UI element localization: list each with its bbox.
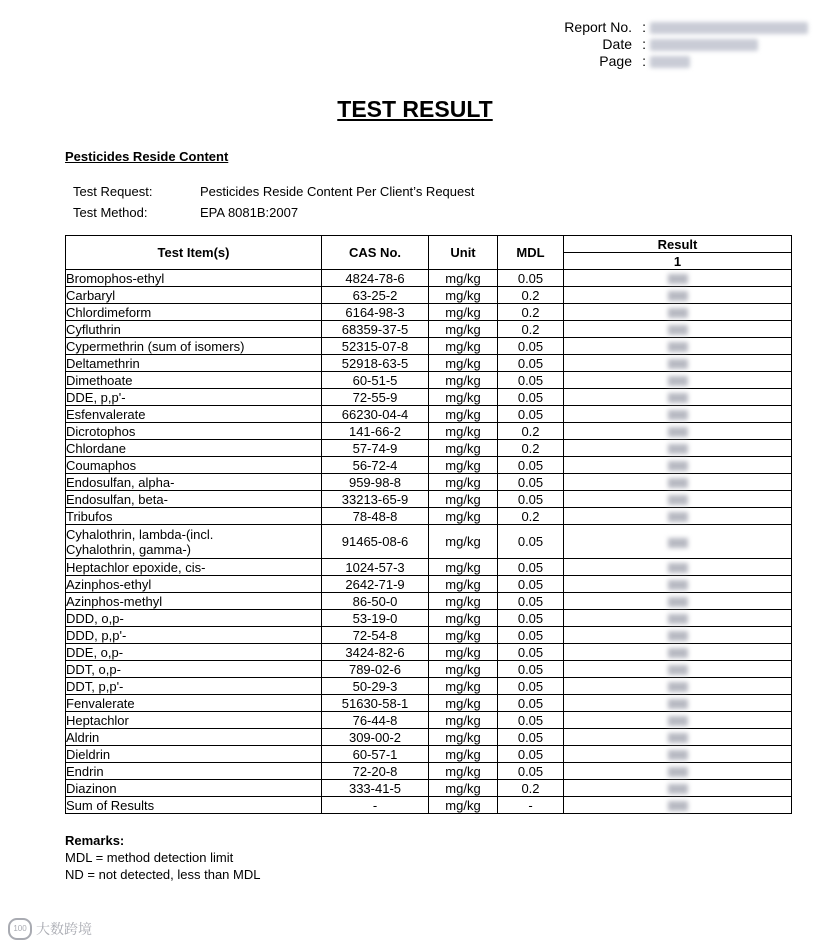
header-date: Date : xyxy=(542,36,808,53)
cell-test-item xyxy=(66,508,322,525)
cell-mdl: 0.05 xyxy=(498,372,564,389)
cell-result xyxy=(564,491,792,508)
table-row xyxy=(66,576,792,593)
cell-result xyxy=(564,712,792,729)
test-item-name: Heptachlor epoxide, cis- xyxy=(66,559,206,575)
test-item-name: Fenvalerate xyxy=(66,695,135,711)
table-row xyxy=(66,627,792,644)
cell-unit: mg/kg xyxy=(429,270,498,287)
redacted-result xyxy=(668,614,688,624)
cell-test-item xyxy=(66,389,322,406)
cell-test-item xyxy=(66,457,322,474)
redacted-result xyxy=(668,648,688,658)
test-request-value: Pesticides Reside Content Per Client’s Request xyxy=(200,184,475,199)
cell-cas-no: 141-66-2 xyxy=(322,423,429,440)
cell-cas-no: 91465-08-6 xyxy=(322,525,429,559)
cell-result xyxy=(564,627,792,644)
watermark-logo-icon: 100 xyxy=(8,918,32,940)
redacted-result xyxy=(668,342,688,352)
cell-mdl: 0.05 xyxy=(498,763,564,780)
test-item-name: Coumaphos xyxy=(66,457,137,473)
cell-result xyxy=(564,338,792,355)
cell-result xyxy=(564,474,792,491)
redacted-result xyxy=(668,750,688,760)
cell-mdl: 0.05 xyxy=(498,729,564,746)
cell-result xyxy=(564,729,792,746)
redacted-result xyxy=(668,308,688,318)
header-mdl: MDL xyxy=(498,236,564,270)
table-row xyxy=(66,440,792,457)
cell-mdl: 0.2 xyxy=(498,440,564,457)
test-item-name-continued: Cyhalothrin, gamma-) xyxy=(66,541,191,557)
redacted-result xyxy=(668,767,688,777)
cell-cas-no: 309-00-2 xyxy=(322,729,429,746)
redacted-result xyxy=(668,444,688,454)
cell-cas-no: 6164-98-3 xyxy=(322,304,429,321)
cell-result xyxy=(564,525,792,559)
cell-mdl: - xyxy=(498,797,564,814)
table-row xyxy=(66,304,792,321)
cell-test-item xyxy=(66,559,322,576)
cell-unit: mg/kg xyxy=(429,644,498,661)
table-row xyxy=(66,321,792,338)
cell-result xyxy=(564,304,792,321)
cell-cas-no: 60-51-5 xyxy=(322,372,429,389)
test-item-name: Azinphos-ethyl xyxy=(66,576,152,592)
table-row xyxy=(66,763,792,780)
cell-unit: mg/kg xyxy=(429,593,498,610)
cell-cas-no: 52918-63-5 xyxy=(322,355,429,372)
section-title: Pesticides Reside Content xyxy=(65,149,229,164)
cell-mdl: 0.05 xyxy=(498,406,564,423)
redacted-value xyxy=(650,22,808,34)
cell-unit: mg/kg xyxy=(429,661,498,678)
test-method-label: Test Method: xyxy=(73,205,148,220)
header-label: Report No. xyxy=(564,19,632,35)
remark-line: MDL = method detection limit xyxy=(65,850,234,865)
test-item-name: Endosulfan, beta- xyxy=(66,491,168,507)
cell-unit: mg/kg xyxy=(429,372,498,389)
cell-mdl: 0.05 xyxy=(498,695,564,712)
cell-unit: mg/kg xyxy=(429,610,498,627)
cell-mdl: 0.2 xyxy=(498,304,564,321)
page-title: TEST RESULT xyxy=(337,96,493,122)
cell-cas-no: 66230-04-4 xyxy=(322,406,429,423)
cell-test-item xyxy=(66,695,322,712)
header-label: Date xyxy=(602,36,632,52)
cell-test-item xyxy=(66,406,322,423)
cell-result xyxy=(564,508,792,525)
redacted-result xyxy=(668,733,688,743)
cell-mdl: 0.2 xyxy=(498,287,564,304)
cell-test-item xyxy=(66,372,322,389)
header-test-item: Test Item(s) xyxy=(66,236,322,270)
cell-mdl: 0.05 xyxy=(498,559,564,576)
cell-cas-no: 78-48-8 xyxy=(322,508,429,525)
test-item-name: DDE, o,p- xyxy=(66,644,124,660)
test-item-name: Azinphos-methyl xyxy=(66,593,163,609)
redacted-result xyxy=(668,495,688,505)
cell-mdl: 0.2 xyxy=(498,508,564,525)
table-row xyxy=(66,406,792,423)
redacted-result xyxy=(668,699,688,709)
cell-unit: mg/kg xyxy=(429,695,498,712)
cell-test-item xyxy=(66,491,322,508)
cell-unit: mg/kg xyxy=(429,389,498,406)
test-item-name: Chlordimeform xyxy=(66,304,152,320)
table-row xyxy=(66,644,792,661)
test-item-name: DDD, p,p'- xyxy=(66,627,127,643)
cell-mdl: 0.05 xyxy=(498,389,564,406)
cell-test-item xyxy=(66,593,322,610)
redacted-result xyxy=(668,538,688,548)
cell-mdl: 0.05 xyxy=(498,678,564,695)
table-row xyxy=(66,559,792,576)
table-row xyxy=(66,746,792,763)
cell-unit: mg/kg xyxy=(429,491,498,508)
cell-unit: mg/kg xyxy=(429,304,498,321)
test-item-name: Deltamethrin xyxy=(66,355,140,371)
cell-test-item xyxy=(66,678,322,695)
redacted-result xyxy=(668,563,688,573)
header-label: Page xyxy=(599,53,632,69)
cell-result xyxy=(564,321,792,338)
cell-mdl: 0.05 xyxy=(498,746,564,763)
table-row xyxy=(66,372,792,389)
cell-test-item xyxy=(66,338,322,355)
cell-test-item xyxy=(66,780,322,797)
table-row xyxy=(66,423,792,440)
test-item-name: Cypermethrin (sum of isomers) xyxy=(66,338,245,354)
header-page: Page : xyxy=(542,53,808,70)
test-request-row xyxy=(73,181,474,202)
test-item-name: Dimethoate xyxy=(66,372,133,388)
cell-result xyxy=(564,355,792,372)
test-item-name: DDD, o,p- xyxy=(66,610,124,626)
cell-mdl: 0.2 xyxy=(498,780,564,797)
cell-result xyxy=(564,576,792,593)
cell-unit: mg/kg xyxy=(429,338,498,355)
cell-cas-no: 959-98-8 xyxy=(322,474,429,491)
cell-cas-no: 50-29-3 xyxy=(322,678,429,695)
cell-unit: mg/kg xyxy=(429,457,498,474)
redacted-result xyxy=(668,784,688,794)
cell-unit: mg/kg xyxy=(429,321,498,338)
cell-cas-no: 52315-07-8 xyxy=(322,338,429,355)
table-row xyxy=(66,678,792,695)
cell-mdl: 0.05 xyxy=(498,593,564,610)
cell-test-item xyxy=(66,746,322,763)
test-item-name: Dicrotophos xyxy=(66,423,136,439)
cell-result xyxy=(564,695,792,712)
table-row xyxy=(66,729,792,746)
redacted-result xyxy=(668,427,688,437)
cell-cas-no: 53-19-0 xyxy=(322,610,429,627)
cell-cas-no: 72-54-8 xyxy=(322,627,429,644)
cell-result xyxy=(564,661,792,678)
cell-result xyxy=(564,610,792,627)
cell-result xyxy=(564,797,792,814)
table-row xyxy=(66,712,792,729)
cell-unit: mg/kg xyxy=(429,746,498,763)
cell-unit: mg/kg xyxy=(429,780,498,797)
cell-result xyxy=(564,270,792,287)
table-row xyxy=(66,610,792,627)
table-row xyxy=(66,797,792,814)
cell-unit: mg/kg xyxy=(429,406,498,423)
remarks-title: Remarks: xyxy=(65,833,125,848)
cell-mdl: 0.05 xyxy=(498,457,564,474)
table-row xyxy=(66,695,792,712)
cell-cas-no: 789-02-6 xyxy=(322,661,429,678)
redacted-result xyxy=(668,274,688,284)
cell-result xyxy=(564,440,792,457)
redacted-result xyxy=(668,580,688,590)
cell-cas-no: - xyxy=(322,797,429,814)
redacted-result xyxy=(668,682,688,692)
cell-result xyxy=(564,372,792,389)
cell-unit: mg/kg xyxy=(429,763,498,780)
remarks xyxy=(65,832,260,883)
cell-mdl: 0.05 xyxy=(498,270,564,287)
cell-cas-no: 2642-71-9 xyxy=(322,576,429,593)
cell-unit: mg/kg xyxy=(429,508,498,525)
cell-unit: mg/kg xyxy=(429,440,498,457)
cell-mdl: 0.05 xyxy=(498,576,564,593)
results-table xyxy=(65,235,792,814)
test-item-name: Chlordane xyxy=(66,440,126,456)
cell-test-item xyxy=(66,729,322,746)
cell-result xyxy=(564,457,792,474)
cell-mdl: 0.05 xyxy=(498,474,564,491)
cell-cas-no: 86-50-0 xyxy=(322,593,429,610)
test-item-name: Esfenvalerate xyxy=(66,406,146,422)
cell-test-item xyxy=(66,355,322,372)
cell-test-item xyxy=(66,474,322,491)
cell-unit: mg/kg xyxy=(429,576,498,593)
cell-cas-no: 68359-37-5 xyxy=(322,321,429,338)
cell-mdl: 0.05 xyxy=(498,338,564,355)
test-item-name: DDE, p,p'- xyxy=(66,389,126,405)
header-result-sample: 1 xyxy=(564,253,792,270)
test-item-name: Diazinon xyxy=(66,780,117,796)
cell-test-item xyxy=(66,270,322,287)
test-item-name: Tribufos xyxy=(66,508,113,524)
cell-test-item xyxy=(66,610,322,627)
redacted-result xyxy=(668,325,688,335)
redacted-value xyxy=(650,39,758,51)
test-item-name: DDT, o,p- xyxy=(66,661,121,677)
cell-cas-no: 4824-78-6 xyxy=(322,270,429,287)
cell-result xyxy=(564,593,792,610)
redacted-result xyxy=(668,393,688,403)
table-row xyxy=(66,661,792,678)
table-row xyxy=(66,525,792,559)
watermark xyxy=(8,918,92,940)
cell-test-item xyxy=(66,423,322,440)
cell-cas-no: 56-72-4 xyxy=(322,457,429,474)
cell-mdl: 0.05 xyxy=(498,661,564,678)
header-cas-no: CAS No. xyxy=(322,236,429,270)
cell-unit: mg/kg xyxy=(429,712,498,729)
table-row xyxy=(66,338,792,355)
cell-mdl: 0.05 xyxy=(498,712,564,729)
redacted-result xyxy=(668,631,688,641)
remark-line: ND = not detected, less than MDL xyxy=(65,867,261,882)
table-row xyxy=(66,287,792,304)
cell-unit: mg/kg xyxy=(429,627,498,644)
cell-cas-no: 72-55-9 xyxy=(322,389,429,406)
cell-unit: mg/kg xyxy=(429,678,498,695)
cell-result xyxy=(564,423,792,440)
cell-cas-no: 76-44-8 xyxy=(322,712,429,729)
cell-unit: mg/kg xyxy=(429,287,498,304)
test-info xyxy=(73,181,474,223)
redacted-result xyxy=(668,461,688,471)
cell-result xyxy=(564,780,792,797)
cell-result xyxy=(564,746,792,763)
test-item-name: Heptachlor xyxy=(66,712,129,728)
header-report-no: Report No. : xyxy=(542,19,808,36)
cell-unit: mg/kg xyxy=(429,423,498,440)
test-item-name: Sum of Results xyxy=(66,797,155,813)
cell-test-item xyxy=(66,627,322,644)
cell-cas-no: 51630-58-1 xyxy=(322,695,429,712)
test-item-name: Aldrin xyxy=(66,729,100,745)
table-row xyxy=(66,389,792,406)
cell-unit: mg/kg xyxy=(429,525,498,559)
cell-mdl: 0.05 xyxy=(498,491,564,508)
cell-cas-no: 72-20-8 xyxy=(322,763,429,780)
header-unit: Unit xyxy=(429,236,498,270)
redacted-result xyxy=(668,801,688,811)
redacted-value xyxy=(650,56,690,68)
redacted-result xyxy=(668,478,688,488)
cell-result xyxy=(564,406,792,423)
cell-test-item xyxy=(66,304,322,321)
cell-unit: mg/kg xyxy=(429,729,498,746)
table-row xyxy=(66,593,792,610)
cell-cas-no: 33213-65-9 xyxy=(322,491,429,508)
redacted-result xyxy=(668,410,688,420)
cell-result xyxy=(564,644,792,661)
test-item-name: Bromophos-ethyl xyxy=(66,270,165,286)
cell-unit: mg/kg xyxy=(429,797,498,814)
cell-mdl: 0.05 xyxy=(498,355,564,372)
test-item-name: Cyhalothrin, lambda-(incl. xyxy=(66,526,214,542)
cell-test-item xyxy=(66,440,322,457)
redacted-result xyxy=(668,665,688,675)
cell-test-item xyxy=(66,287,322,304)
test-request-label: Test Request: xyxy=(73,184,153,199)
test-item-name: Dieldrin xyxy=(66,746,111,762)
table-row xyxy=(66,491,792,508)
cell-cas-no: 63-25-2 xyxy=(322,287,429,304)
cell-test-item xyxy=(66,576,322,593)
test-item-name: Endosulfan, alpha- xyxy=(66,474,175,490)
table-row xyxy=(66,474,792,491)
cell-cas-no: 1024-57-3 xyxy=(322,559,429,576)
redacted-result xyxy=(668,597,688,607)
redacted-result xyxy=(668,512,688,522)
cell-test-item xyxy=(66,712,322,729)
test-method-value: EPA 8081B:2007 xyxy=(200,205,299,220)
redacted-result xyxy=(668,716,688,726)
cell-test-item xyxy=(66,525,322,559)
cell-test-item xyxy=(66,797,322,814)
cell-unit: mg/kg xyxy=(429,355,498,372)
cell-result xyxy=(564,678,792,695)
test-item-name: DDT, p,p'- xyxy=(66,678,124,694)
cell-unit: mg/kg xyxy=(429,474,498,491)
table-row xyxy=(66,508,792,525)
test-method-row xyxy=(73,202,474,223)
cell-test-item xyxy=(66,321,322,338)
cell-result xyxy=(564,763,792,780)
redacted-result xyxy=(668,376,688,386)
cell-test-item xyxy=(66,661,322,678)
table-row xyxy=(66,780,792,797)
cell-test-item xyxy=(66,644,322,661)
table-row xyxy=(66,355,792,372)
results-body xyxy=(66,270,792,814)
cell-cas-no: 333-41-5 xyxy=(322,780,429,797)
cell-cas-no: 3424-82-6 xyxy=(322,644,429,661)
header-result: Result xyxy=(564,236,792,253)
cell-mdl: 0.05 xyxy=(498,610,564,627)
cell-mdl: 0.05 xyxy=(498,525,564,559)
cell-mdl: 0.05 xyxy=(498,644,564,661)
cell-result xyxy=(564,287,792,304)
test-item-name: Cyfluthrin xyxy=(66,321,121,337)
cell-test-item xyxy=(66,763,322,780)
test-item-name: Carbaryl xyxy=(66,287,116,303)
cell-cas-no: 57-74-9 xyxy=(322,440,429,457)
redacted-result xyxy=(668,291,688,301)
cell-unit: mg/kg xyxy=(429,559,498,576)
cell-result xyxy=(564,559,792,576)
table-row xyxy=(66,270,792,287)
cell-mdl: 0.05 xyxy=(498,627,564,644)
cell-result xyxy=(564,389,792,406)
report-header xyxy=(542,19,808,70)
test-item-name: Endrin xyxy=(66,763,104,779)
redacted-result xyxy=(668,359,688,369)
cell-cas-no: 60-57-1 xyxy=(322,746,429,763)
table-row xyxy=(66,457,792,474)
cell-mdl: 0.2 xyxy=(498,321,564,338)
cell-mdl: 0.2 xyxy=(498,423,564,440)
watermark-text: 大数跨境 xyxy=(36,921,92,937)
